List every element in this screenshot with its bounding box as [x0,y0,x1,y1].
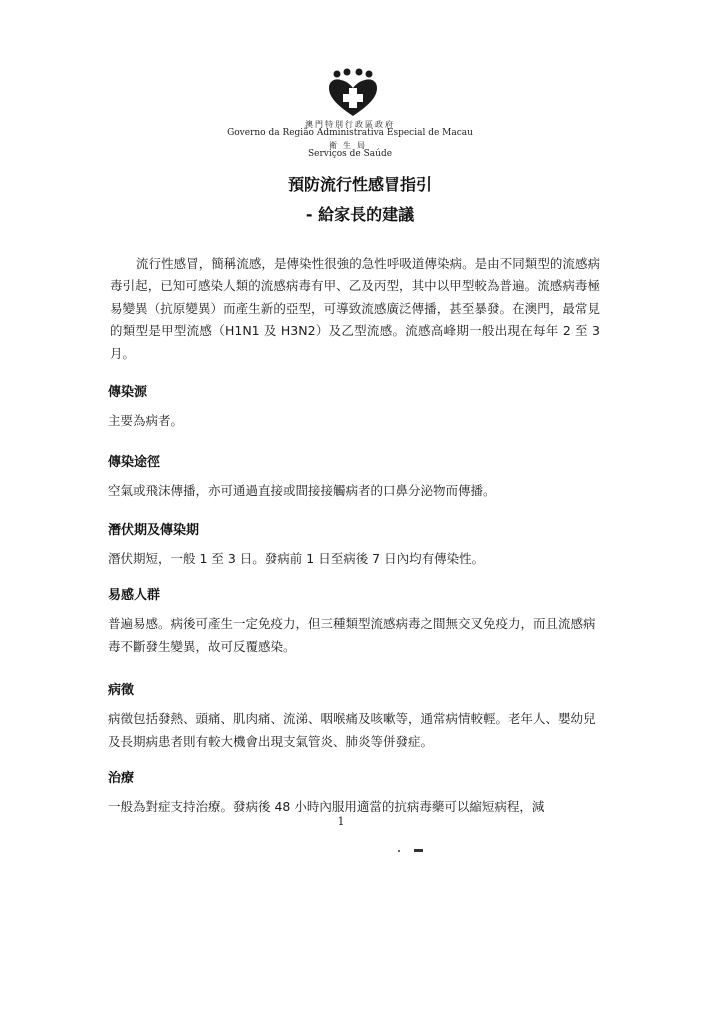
section-heading: 潛伏期及傳染期 [108,523,200,538]
section-body: 潛伏期短，一般 1 至 3 日。發病前 1 日至病後 7 日內均有傳染性。 [108,551,485,566]
section-susceptible-population [108,584,600,658]
section-body: 空氣或飛沫傳播，亦可通過直接或間接接觸病者的口鼻分泌物而傳播。 [108,483,496,498]
section-incubation-period [108,519,600,571]
government-logo-icon [327,68,379,118]
section-body: 主要為病者。 [108,413,184,428]
section-infection-source [108,381,600,433]
department-name-portuguese: Serviços de Saúde [307,149,393,159]
section-body: 一般為對症支持治療。發病後 48 小時內服用適當的抗病毒藥可以縮短病程，減 [108,799,545,814]
section-body: 普遍易感。病後可產生一定免疫力，但三種類型流感病毒之間無交叉免疫力，而且流感病毒不斷發生變異，故可反覆感染。 [108,616,596,654]
department-name-chinese: 衛生局 [329,141,371,150]
document-title: 預防流行性感冒指引 [287,175,432,194]
section-symptoms [108,679,600,753]
section-heading: 易感人群 [108,588,161,603]
org-name-portuguese: Governo da Região Administrativa Especial de Macau [227,128,473,138]
section-heading: 病徵 [108,683,135,698]
section-body: 病徵包括發熱、頭痛、肌肉痛、流涕、咽喉痛及咳嗽等，通常病情較輕。老年人、嬰幼兒及長期病患者則有較大機會出現支氣管炎、肺炎等併發症。 [108,711,596,749]
page-number: 1 [337,815,345,828]
section-heading: 傳染源 [108,385,148,400]
org-name-chinese: 澳門特別行政區政府 [305,120,395,129]
section-heading: 傳染途徑 [108,455,161,470]
scan-artifact [396,848,426,854]
intro-paragraph: 流行性感冒，簡稱流感，是傳染性很強的急性呼吸道傳染病。是由不同類型的流感病毒引起，已知可感染人類的流感病毒有甲、乙及丙型，其中以甲型較為普遍。流感病毒極易變異（抗原變異）而產生新的亞型，可導致流感廣泛傳播，甚至暴發。在澳門，最常見的類型是甲型流感（H1N1 及 H3N2）及乙型流感。流感高峰期一般出現在每年 2 至 3 月。 [110,255,600,361]
section-transmission-route [108,451,600,503]
section-treatment [108,767,600,819]
section-heading: 治療 [108,771,135,786]
document-subtitle: - 給家長的建議 [305,205,415,224]
